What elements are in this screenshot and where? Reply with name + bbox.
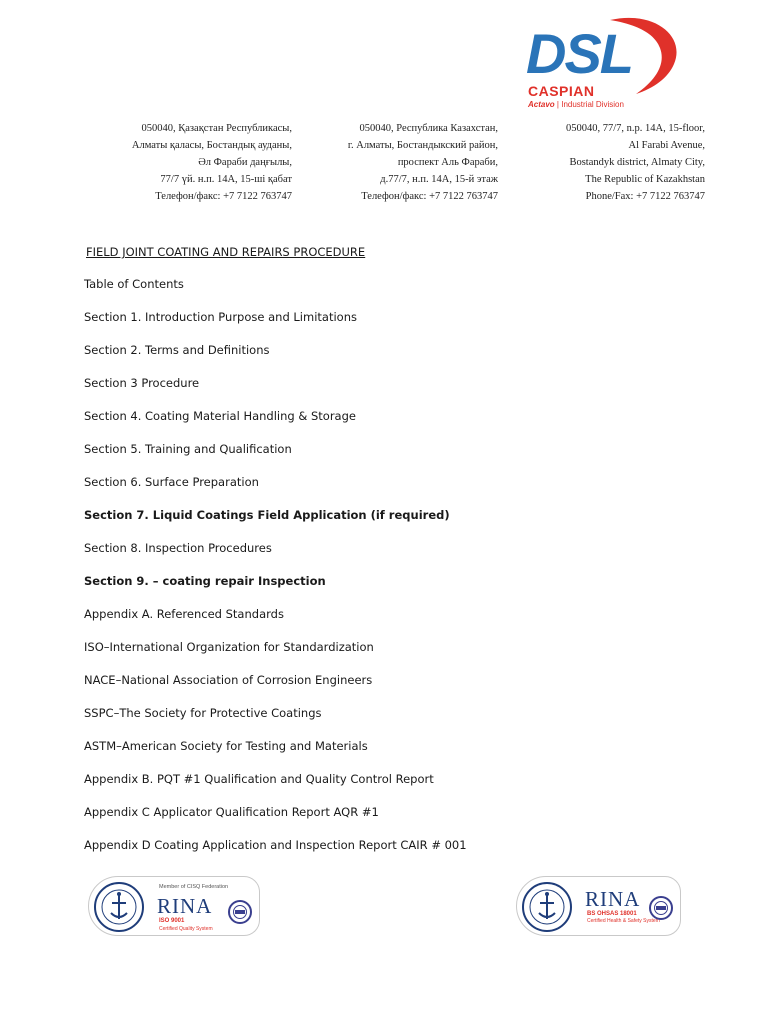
company-logo — [524, 14, 684, 114]
address-english — [520, 120, 705, 205]
badge-standard: ISO 9001 — [159, 918, 185, 924]
document-title: FIELD JOINT COATING AND REPAIRS PROCEDURE — [86, 245, 366, 259]
badge-org: RINA — [157, 894, 213, 918]
address-kazakh — [90, 120, 292, 205]
badge-standard: BS OHSAS 18001 — [587, 911, 637, 917]
logo-region: CASPIAN — [528, 83, 595, 99]
toc-item: Table of Contents — [84, 277, 184, 291]
cisq-seal-icon — [228, 900, 252, 924]
iso-9001-badge — [88, 876, 260, 936]
cisq-seal-icon — [649, 896, 673, 920]
toc-item: SSPC–The Society for Protective Coatings — [84, 706, 322, 720]
address-line: Алматы қаласы, Бостандық ауданы, — [131, 140, 292, 151]
toc-item: Section 5. Training and Qualification — [84, 442, 292, 456]
address-line: д.77/7, н.п. 14А, 15-й этаж — [380, 174, 498, 185]
badge-system: Certified Quality System — [159, 926, 213, 932]
toc-item: Appendix C Applicator Qualification Report AQR #1 — [84, 805, 379, 819]
address-line: Телефон/факс: +7 7122 763747 — [361, 191, 498, 202]
address-line: 77/7 үй. н.п. 14А, 15-ші қабат — [160, 174, 292, 185]
address-line: 050040, Республика Казахстан, — [359, 123, 498, 134]
address-line: Al Farabi Avenue, — [628, 140, 705, 151]
rina-seal-icon — [93, 881, 145, 933]
rina-seal-icon — [521, 881, 573, 933]
address-line: Әл Фараби даңғылы, — [198, 157, 292, 168]
logo-tagline — [528, 100, 624, 109]
address-line: Bostandyk district, Almaty City, — [569, 157, 705, 168]
address-line: Phone/Fax: +7 7122 763747 — [585, 191, 705, 202]
toc-item: Appendix A. Referenced Standards — [84, 607, 284, 621]
badge-system: Certified Health & Safety System — [587, 918, 660, 924]
address-line: 050040, Қазақстан Республикасы, — [141, 123, 292, 134]
badge-member-text: Member of CISQ Federation — [159, 884, 229, 890]
address-line: проспект Аль Фараби, — [397, 157, 498, 168]
toc-item: Section 3 Procedure — [84, 376, 200, 390]
logo-parent: Actavo — [528, 100, 555, 109]
toc-item: Section 4. Coating Material Handling & Storage — [84, 409, 356, 423]
toc-item: Section 1. Introduction Purpose and Limitations — [84, 310, 357, 324]
address-line: 050040, 77/7, n.p. 14A, 15-floor, — [566, 123, 705, 134]
address-line: г. Алматы, Бостандыкский район, — [347, 140, 498, 151]
toc-item: Section 8. Inspection Procedures — [84, 541, 272, 555]
toc-item: Section 9. – coating repair Inspection — [84, 574, 326, 588]
table-of-contents — [84, 276, 467, 870]
toc-item: Appendix D Coating Application and Inspection Report CAIR # 001 — [84, 838, 467, 852]
logo-brand: DSL — [526, 22, 632, 85]
ohsas-18001-badge — [516, 876, 681, 936]
toc-item: Section 7. Liquid Coatings Field Application (if required) — [84, 508, 450, 522]
address-line: The Republic of Kazakhstan — [585, 174, 705, 185]
address-russian — [296, 120, 498, 205]
toc-item: ISO–International Organization for Standardization — [84, 640, 374, 654]
toc-item: Section 2. Terms and Definitions — [84, 343, 270, 357]
toc-item: Appendix B. PQT #1 Qualification and Quality Control Report — [84, 772, 434, 786]
logo-division: | Industrial Division — [556, 100, 624, 109]
toc-item: Section 6. Surface Preparation — [84, 475, 259, 489]
toc-item: ASTM–American Society for Testing and Materials — [84, 739, 368, 753]
address-line: Телефон/факс: +7 7122 763747 — [155, 191, 292, 202]
toc-item: NACE–National Association of Corrosion Engineers — [84, 673, 373, 687]
badge-org: RINA — [585, 887, 641, 911]
